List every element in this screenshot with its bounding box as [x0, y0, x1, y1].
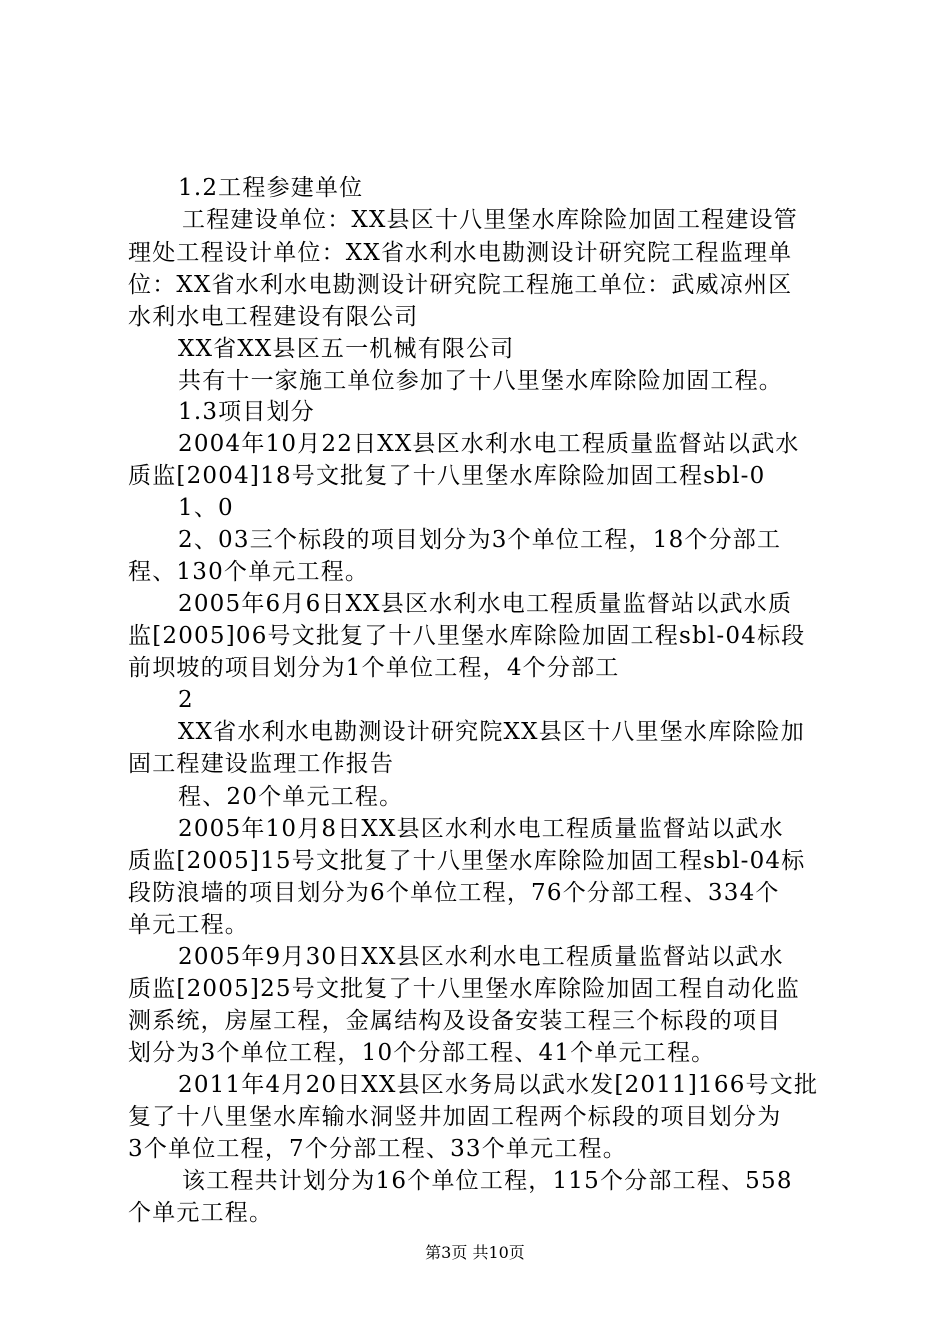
- page-break-number: 2: [178, 687, 194, 713]
- running-header-line: 固工程建设监理工作报告: [128, 751, 395, 777]
- paragraph-line: 2005年6月6日XX县区水利水电工程质量监督站以武水质: [178, 591, 793, 617]
- paragraph-line: 3个单位工程，7个分部工程、33个单元工程。: [128, 1136, 627, 1162]
- paragraph-line: 单元工程。: [128, 912, 249, 938]
- paragraph-line: 监[2005]06号文批复了十八里堡水库除险加固工程sbl-04标段: [128, 623, 806, 649]
- paragraph-line: 该工程共计划分为16个单位工程，115个分部工程、558: [182, 1168, 793, 1194]
- paragraph-line: 工程建设单位：XX县区十八里堡水库除险加固工程建设管: [182, 207, 798, 233]
- paragraph-line: 质监[2005]25号文批复了十八里堡水库除险加固工程自动化监: [128, 976, 800, 1002]
- running-header-line: XX省水利水电勘测设计研究院XX县区十八里堡水库除险加: [178, 719, 805, 745]
- paragraph-line: 质监[2005]15号文批复了十八里堡水库除险加固工程sbl-04标: [128, 848, 806, 874]
- paragraph-line: 2005年10月8日XX县区水利水电工程质量监督站以武水: [178, 816, 784, 842]
- paragraph-line: 测系统，房屋工程，金属结构及设备安装工程三个标段的项目: [128, 1008, 782, 1034]
- paragraph-line: 2011年4月20日XX县区水务局以武水发[2011]166号文批: [178, 1072, 819, 1098]
- heading-1-3: 1.3项目划分: [178, 399, 315, 425]
- paragraph-line: 2、03三个标段的项目划分为3个单位工程，18个分部工: [178, 527, 782, 553]
- paragraph-line: 质监[2004]18号文批复了十八里堡水库除险加固工程sbl-0: [128, 463, 766, 489]
- paragraph-line: 理处工程设计单位：XX省水利水电勘测设计研究院工程监理单: [128, 240, 793, 266]
- paragraph-line: 共有十一家施工单位参加了十八里堡水库除险加固工程。: [178, 368, 783, 394]
- paragraph-line: 个单元工程。: [128, 1200, 274, 1226]
- paragraph-line: 复了十八里堡水库输水洞竖井加固工程两个标段的项目划分为: [128, 1104, 782, 1130]
- paragraph-line: 程、20个单元工程。: [178, 784, 404, 810]
- paragraph-line: XX省XX县区五一机械有限公司: [178, 336, 515, 362]
- paragraph-line: 划分为3个单位工程，10个分部工程、41个单元工程。: [128, 1040, 716, 1066]
- paragraph-line: 段防浪墙的项目划分为6个单位工程，76个分部工程、334个: [128, 880, 780, 906]
- paragraph-line: 前坝坡的项目划分为1个单位工程，4个分部工: [128, 655, 620, 681]
- paragraph-line: 程、130个单元工程。: [128, 559, 370, 585]
- page-footer: 第3页 共10页: [425, 1243, 525, 1262]
- paragraph-line: 水利水电工程建设有限公司: [128, 304, 419, 330]
- paragraph-line: 2005年9月30日XX县区水利水电工程质量监督站以武水: [178, 944, 784, 970]
- heading-1-2: 1.2工程参建单位: [178, 175, 364, 201]
- paragraph-line: 1、0: [178, 495, 234, 521]
- paragraph-line: 位：XX省水利水电勘测设计研究院工程施工单位：武威凉州区: [128, 272, 793, 298]
- paragraph-line: 2004年10月22日XX县区水利水电工程质量监督站以武水: [178, 431, 800, 457]
